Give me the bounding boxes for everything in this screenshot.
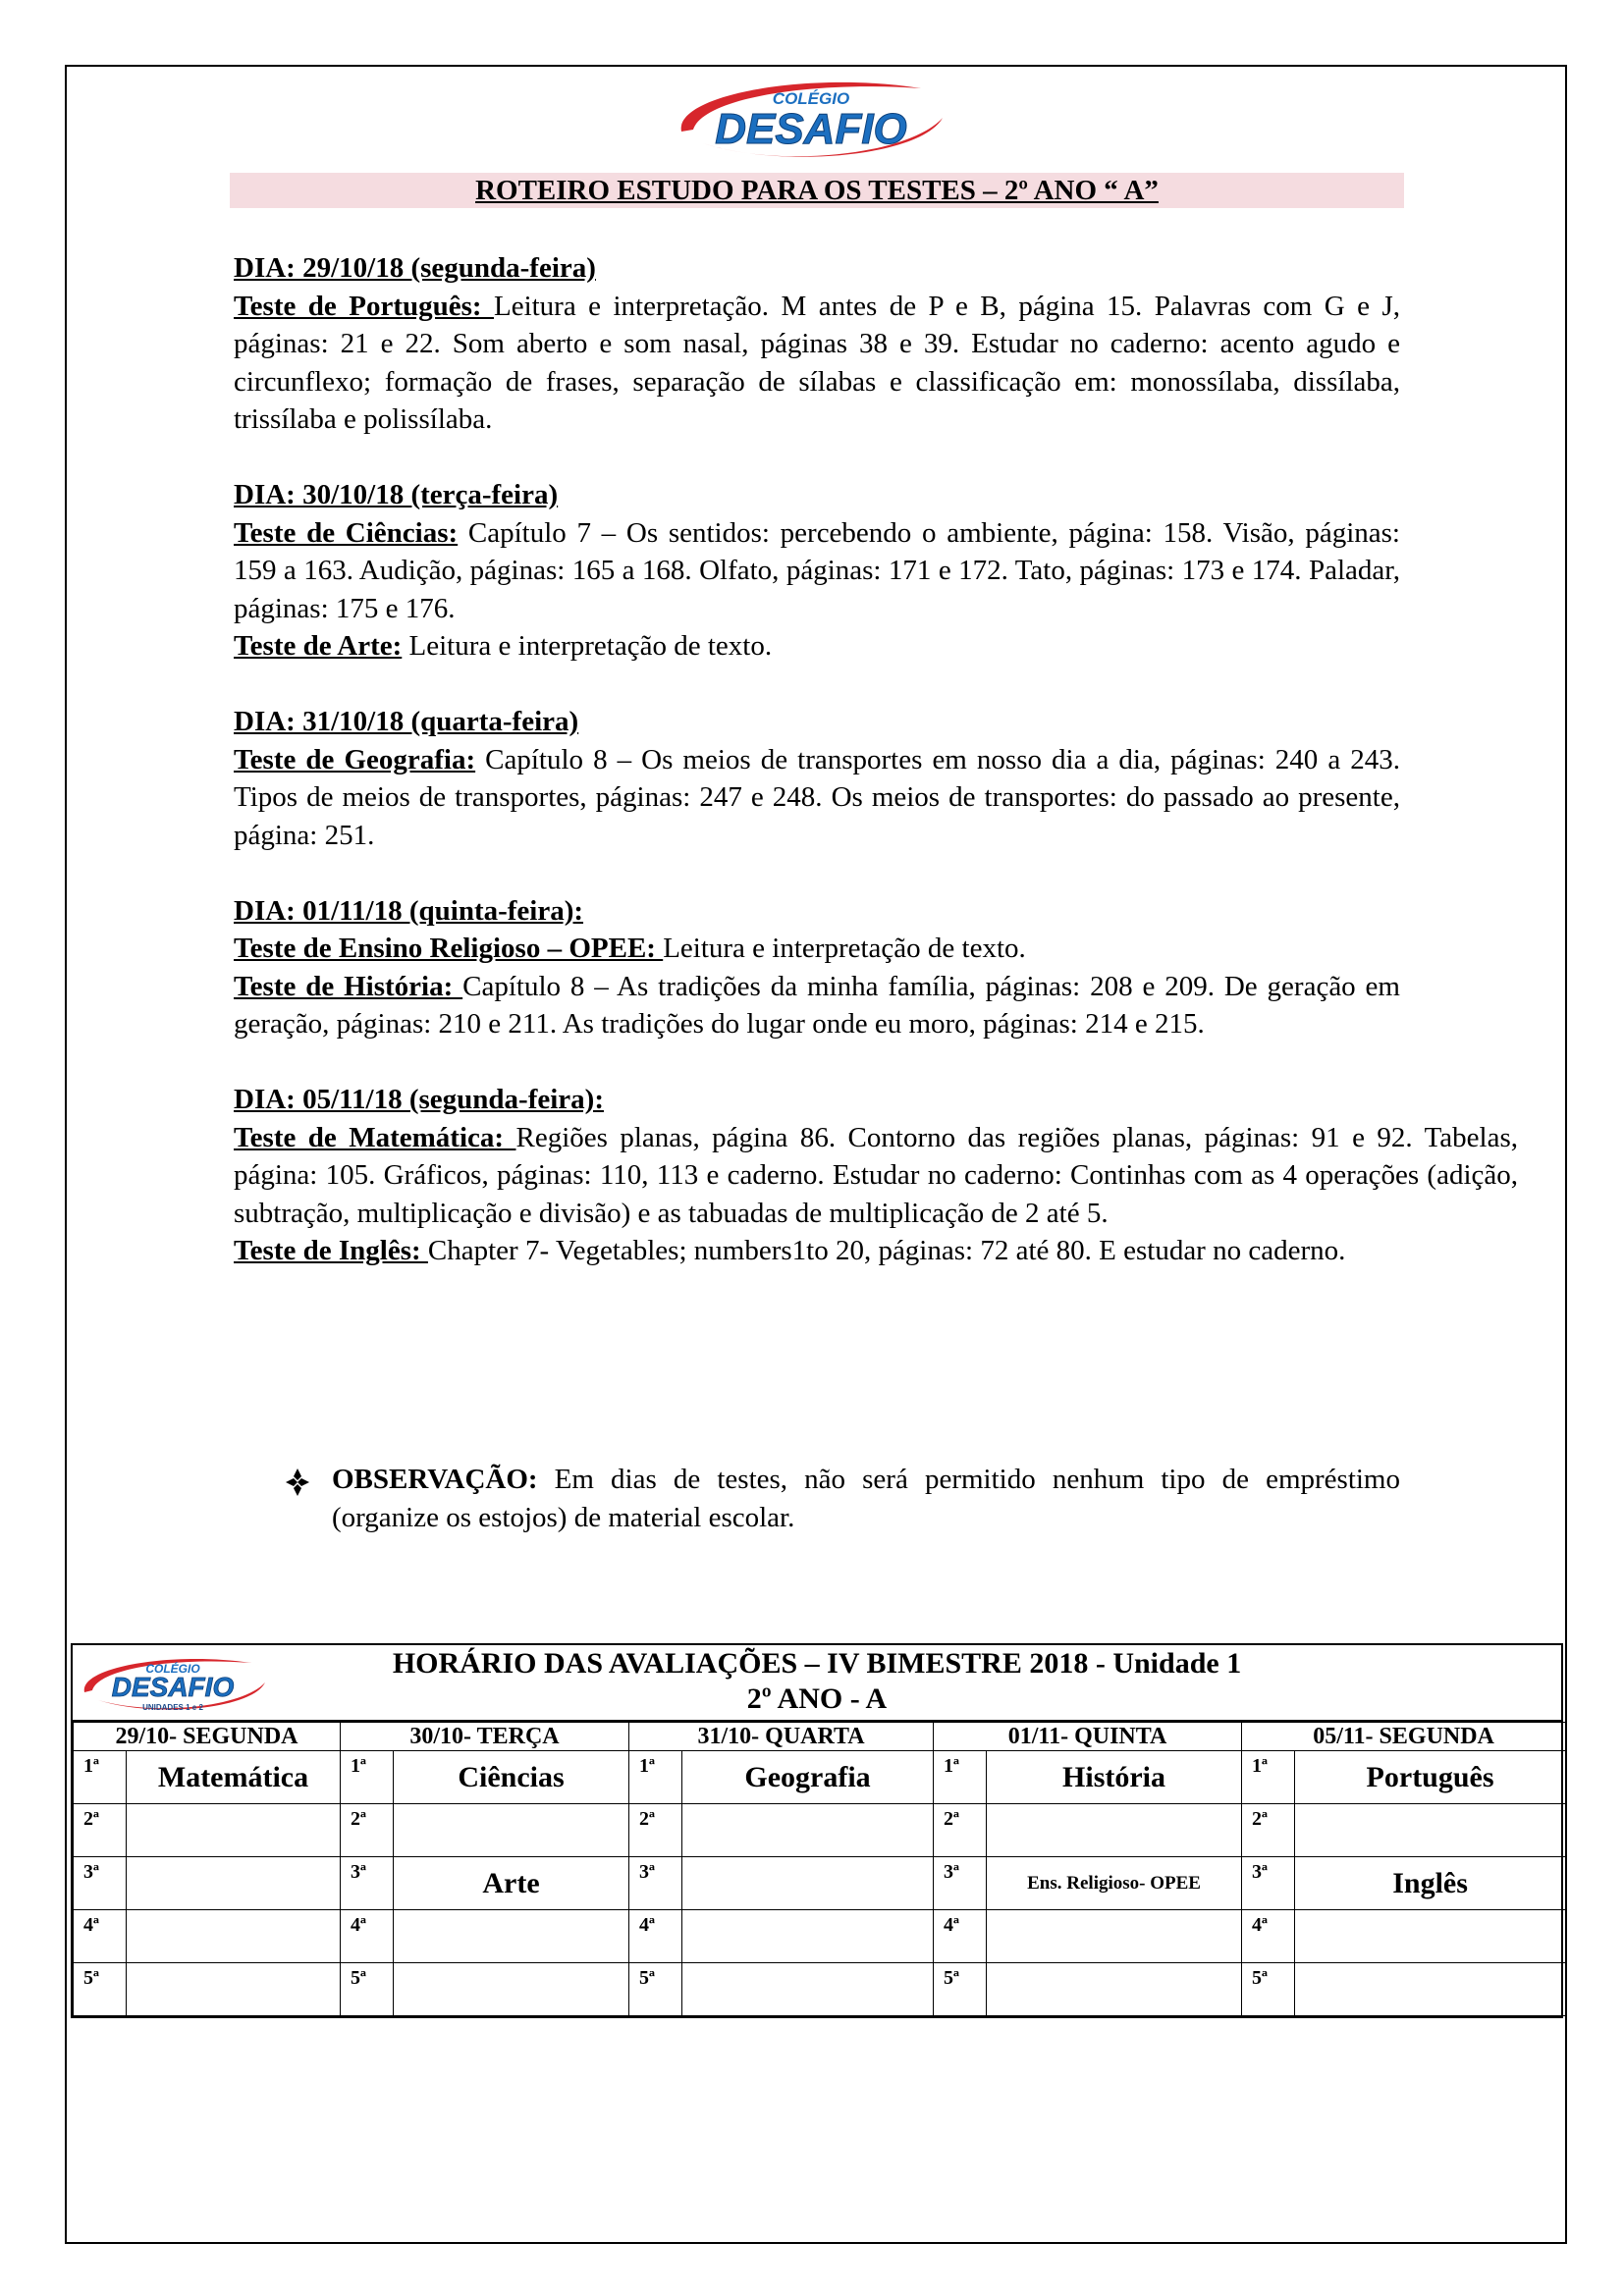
schedule-cell: História: [987, 1751, 1242, 1804]
slot-number: 1ª: [934, 1751, 987, 1804]
schedule-row: [74, 1910, 1566, 1963]
entry-portugues: Teste de Português: Leitura e interpretação. M antes de P e B, página 15. Palavras com G e J, páginas: 21 e 22. Som aberto e som nasal, páginas 38 e 39. Estudar no caderno: acento agudo e circunflexo; formação de frases, separação de sílabas e classificação em: monossílaba, dissílaba, trissílaba e polissílaba.: [234, 290, 1400, 435]
schedule-cell: Matemática: [127, 1751, 341, 1804]
logo-sub: UNIDADES 1 e 2: [142, 1703, 203, 1712]
schedule-cell: [127, 1910, 341, 1963]
schedule-cell: [987, 1910, 1242, 1963]
slot-number: 5ª: [934, 1963, 987, 2016]
schedule-cell: Ciências: [394, 1751, 629, 1804]
schedule-cell: [394, 1963, 629, 2016]
day-heading: DIA: 30/10/18 (terça-feira): [234, 479, 559, 510]
schedule-cell: [987, 1804, 1242, 1857]
slot-number: 3ª: [1242, 1857, 1295, 1910]
entry-ensino-religioso: Teste de Ensino Religioso – OPEE: Leitura e interpretação de texto.: [234, 933, 1026, 964]
day-heading: DIA: 29/10/18 (segunda-feira): [234, 252, 596, 284]
schedule-cell: [682, 1910, 934, 1963]
day-column-header: 31/10- QUARTA: [629, 1723, 934, 1751]
section-day-1: [234, 249, 1400, 439]
schedule-cell: [682, 1804, 934, 1857]
schedule-cell: Português: [1295, 1751, 1566, 1804]
slot-number: 4ª: [341, 1910, 394, 1963]
slot-number: 1ª: [629, 1751, 682, 1804]
slot-number: 4ª: [74, 1910, 127, 1963]
diamond-bullet-icon: [285, 1461, 310, 1499]
slot-number: 4ª: [629, 1910, 682, 1963]
schedule-cell: [394, 1804, 629, 1857]
entry-ciencias: Teste de Ciências: Capítulo 7 – Os sentidos: percebendo o ambiente, página: 158. Visão, páginas: 159 a 163. Audição, páginas: 165 a 168. Olfato, páginas: 171 e 172. Tato, páginas: 173 e 174. Paladar, páginas: 175 e 176.: [234, 516, 1400, 624]
schedule-cell: [1295, 1963, 1566, 2016]
logo-main: DESAFIO: [715, 105, 907, 153]
day-heading: DIA: 31/10/18 (quarta-feira): [234, 706, 579, 737]
entry-ingles: Teste de Inglês: Chapter 7- Vegetables; numbers1to 20, páginas: 72 até 80. E estudar no caderno.: [234, 1235, 1346, 1266]
schedule-header: [73, 1645, 1561, 1722]
schedule-cell: Geografia: [682, 1751, 934, 1804]
section-day-2: [234, 476, 1400, 666]
day-column-header: 05/11- SEGUNDA: [1242, 1723, 1566, 1751]
school-logo-small: [75, 1653, 273, 1712]
schedule-cell: Ens. Religioso- OPEE: [987, 1857, 1242, 1910]
exam-schedule-table: [71, 1643, 1563, 2018]
schedule-row: [74, 1963, 1566, 2016]
schedule-row: [74, 1857, 1566, 1910]
day-column-header: 29/10- SEGUNDA: [74, 1723, 341, 1751]
schedule-cell: [682, 1857, 934, 1910]
schedule-cell: [1295, 1804, 1566, 1857]
day-heading: DIA: 01/11/18 (quinta-feira):: [234, 894, 584, 927]
slot-number: 5ª: [1242, 1963, 1295, 2016]
section-day-4: [234, 892, 1400, 1043]
page-title: ROTEIRO ESTUDO PARA OS TESTES – 2º ANO “ A”: [230, 173, 1404, 208]
schedule-cell: [1295, 1910, 1566, 1963]
logo-top-line: COLÉGIO: [772, 89, 850, 108]
schedule-subtitle: 2º ANO - A: [746, 1682, 888, 1715]
slot-number: 1ª: [1242, 1751, 1295, 1804]
schedule-title: HORÁRIO DAS AVALIAÇÕES – IV BIMESTRE 2018 - Unidade 1: [392, 1647, 1242, 1680]
school-logo: [664, 75, 954, 163]
schedule-cell: Arte: [394, 1857, 629, 1910]
slot-number: 2ª: [1242, 1804, 1295, 1857]
schedule-row: [74, 1804, 1566, 1857]
schedule-cell: [987, 1963, 1242, 2016]
schedule-cell: [682, 1963, 934, 2016]
observation-note: OBSERVAÇÃO: Em dias de testes, não será permitido nenhum tipo de empréstimo (organize os estojos) de material escolar.: [285, 1461, 1400, 1537]
schedule-row: [74, 1751, 1566, 1804]
day-column-header: 30/10- TERÇA: [341, 1723, 629, 1751]
schedule-grid: [73, 1722, 1566, 2016]
slot-number: 2ª: [341, 1804, 394, 1857]
schedule-cell: [394, 1910, 629, 1963]
schedule-cell: Inglês: [1295, 1857, 1566, 1910]
slot-number: 4ª: [1242, 1910, 1295, 1963]
schedule-cell: [127, 1857, 341, 1910]
slot-number: 5ª: [629, 1963, 682, 2016]
study-guide: [234, 249, 1518, 1308]
logo-top-line: COLÉGIO: [145, 1662, 200, 1676]
slot-number: 3ª: [629, 1857, 682, 1910]
slot-number: 3ª: [341, 1857, 394, 1910]
schedule-cell: [127, 1963, 341, 2016]
slot-number: 5ª: [341, 1963, 394, 2016]
entry-arte: Teste de Arte: Leitura e interpretação de texto.: [234, 630, 773, 662]
slot-number: 2ª: [74, 1804, 127, 1857]
slot-number: 5ª: [74, 1963, 127, 2016]
slot-number: 1ª: [74, 1751, 127, 1804]
slot-number: 3ª: [934, 1857, 987, 1910]
schedule-cell: [127, 1804, 341, 1857]
logo-main: DESAFIO: [111, 1672, 235, 1702]
day-heading: DIA: 05/11/18 (segunda-feira):: [234, 1084, 604, 1115]
section-day-3: [234, 703, 1400, 854]
slot-number: 3ª: [74, 1857, 127, 1910]
entry-geografia: Teste de Geografia: Capítulo 8 – Os meios de transportes em nosso dia a dia, páginas: 240 a 243. Tipos de meios de transportes, páginas: 247 e 248. Os meios de transportes: do passado ao presente, página: 251.: [234, 743, 1400, 851]
entry-historia: Teste de História: Capítulo 8 – As tradições da minha família, páginas: 208 e 209. De geração em geração, páginas: 210 e 211. As tradições do lugar onde eu moro, páginas: 214 e 215.: [234, 970, 1400, 1040]
day-column-header: 01/11- QUINTA: [934, 1723, 1242, 1751]
slot-number: 2ª: [629, 1804, 682, 1857]
section-day-5: [234, 1081, 1518, 1270]
slot-number: 2ª: [934, 1804, 987, 1857]
entry-matematica: Teste de Matemática: Regiões planas, página 86. Contorno das regiões planas, páginas: 91 e 92. Tabelas, página: 105. Gráficos, páginas: 110, 113 e caderno. Estudar no caderno: Continhas com as 4 operações (adição, subtração, multiplicação e divisão) e as tabuadas de multiplicação de 2 até 5.: [234, 1121, 1518, 1229]
slot-number: 4ª: [934, 1910, 987, 1963]
slot-number: 1ª: [341, 1751, 394, 1804]
